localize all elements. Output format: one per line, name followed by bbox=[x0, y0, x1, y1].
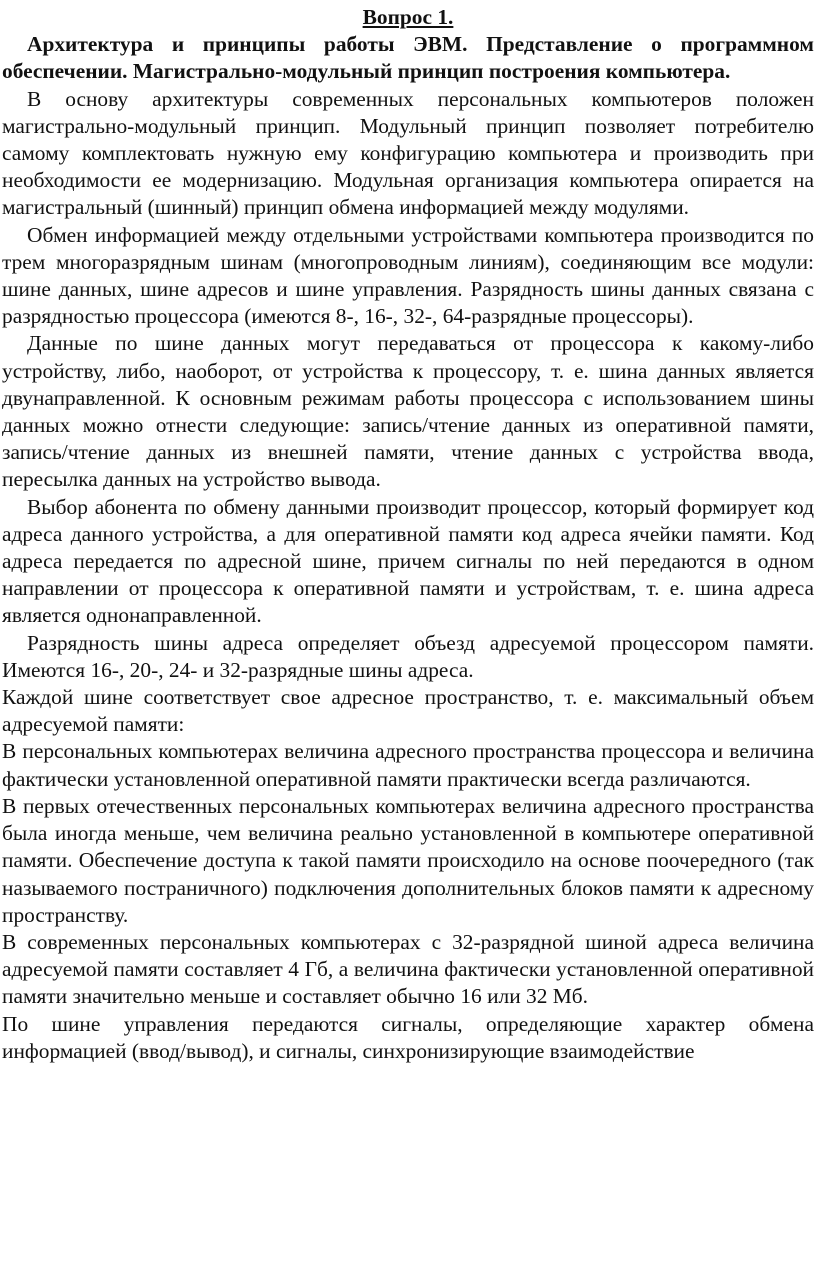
paragraph-modern-computers: В современных персональных компьютерах с 32-разрядной шиной адреса величина адресуемой памяти составляет 4 Гб, а величина фактически установленной оперативной памяти значительно меньше и составляет обычно 16 или 32 Мб. bbox=[2, 929, 814, 1009]
paragraph-address-vs-installed: В персональных компьютерах величина адресного пространства процессора и величина фактически установленной оперативной памяти практически всегда различаются. bbox=[2, 739, 814, 791]
paragraph-modular-principle: В основу архитектуры современных персональных компьютеров положен магистрально-модульный принцип. Модульный принцип позволяет потребителю самому комплектовать нужную ему конфигурацию компьютера и производить при необходимости ее модернизацию. Модульная организация компьютера опирается на магистральный (шинный) принцип обмена информацией между модулями. bbox=[2, 86, 814, 220]
paragraph-address-space: Каждой шине соответствует свое адресное пространство, т. е. максимальный объем адресуемой памяти: bbox=[2, 685, 814, 737]
paragraph-control-bus: По шине управления передаются сигналы, определяющие характер обмена информацией (ввод/вывод), и сигналы, синхронизирующие взаимодействие bbox=[2, 1011, 814, 1063]
paragraph-address-bus: Выбор абонента по обмену данными производит процессор, который формирует код адреса данного устройства, а для оперативной памяти код адреса ячейки памяти. Код адреса передается по адресной шине, причем сигналы по ней передаются в одном направлении от процессора к оперативной памяти и устройствам, т. е. шина адреса является однонаправленной. bbox=[2, 494, 814, 628]
paragraph-three-buses: Обмен информацией между отдельными устройствами компьютера производится по трем многоразрядным шинам (многопроводным линиям), соединяющим все модули: шине данных, шине адресов и шине управления. Разрядность шины данных связана с разрядностью процессора (имеются 8-, 16-, 32-, 64-разрядные процессоры). bbox=[2, 222, 814, 329]
paragraph-early-computers: В первых отечественных персональных компьютерах величина адресного пространства была иногда меньше, чем величина реально установленной в компьютере оперативной памяти. Обеспечение доступа к такой памяти происходило на основе поочередного (так называемого постраничного) подключения дополнительных блоков памяти к адресному пространству. bbox=[2, 793, 814, 927]
topic-heading: Архитектура и принципы работы ЭВМ. Представление о программном обеспечении. Магистрально-модульный принцип построения компьютера. bbox=[2, 32, 814, 84]
question-title: Вопрос 1. bbox=[362, 5, 454, 29]
paragraph-address-width: Разрядность шины адреса определяет объезд адресуемой процессором памяти. Имеются 16-, 20-, 24- и 32-разрядные шины адреса. bbox=[2, 630, 814, 682]
paragraph-data-bus: Данные по шине данных могут передаваться от процессора к какому-либо устройству, либо, наоборот, от устройства к процессору, т. е. шина данных является двунаправленной. К основным режимам работы процессора с использованием шины данных можно отнести следующие: запись/чтение данных из оперативной памяти, запись/чтение данных из внешней памяти, чтение данных с устройства ввода, пересылка данных на устройство вывода. bbox=[2, 331, 814, 492]
